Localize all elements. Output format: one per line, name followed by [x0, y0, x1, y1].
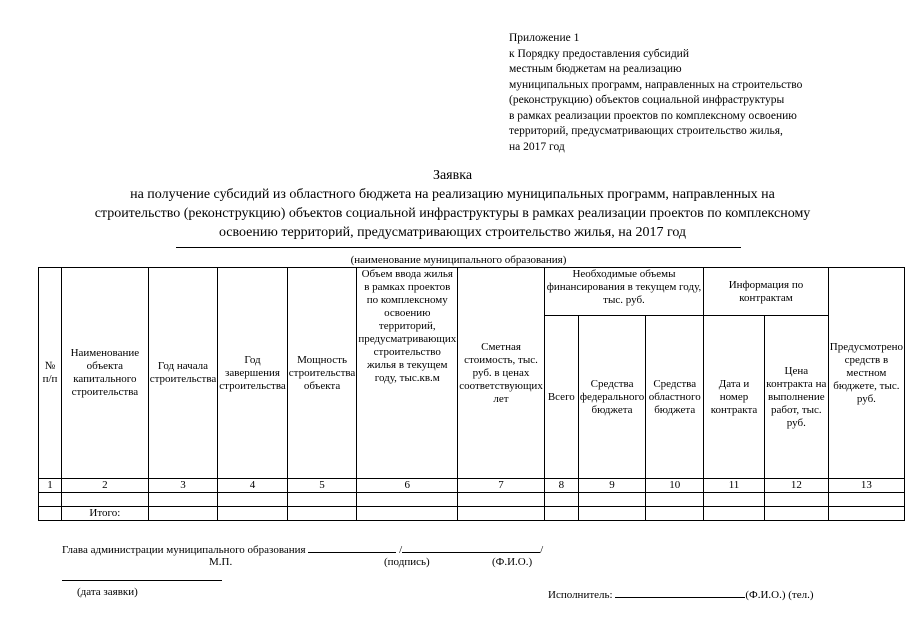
table-cell[interactable]	[61, 493, 148, 507]
column-number: 7	[458, 479, 545, 493]
table-cell[interactable]	[287, 493, 357, 507]
table-cell[interactable]	[218, 507, 288, 521]
header-cell: Год завершения строительства	[218, 268, 288, 479]
table-cell[interactable]	[704, 507, 765, 521]
column-number: 2	[61, 479, 148, 493]
table-cell[interactable]	[544, 507, 578, 521]
appendix-line: (реконструкцию) объектов социальной инфраструктуры	[509, 94, 785, 106]
appendix-line: на 2017 год	[509, 140, 565, 153]
header-cell: Сметная стоимость, тыс. руб. в ценах соответствующих лет	[458, 268, 545, 479]
table-cell[interactable]	[39, 507, 62, 521]
header-cell: Год начала строительства	[148, 268, 218, 479]
finance-group-header: Необходимые объемы финансирования в текущем году, тыс. руб.	[544, 268, 703, 316]
table-cell[interactable]	[148, 493, 218, 507]
header-cell: Дата и номер контракта	[704, 316, 765, 479]
table-cell[interactable]	[544, 493, 578, 507]
title-line: строительство (реконструкцию) объектов социальной инфраструктуры в рамках реализации проектов по комплексному	[94, 206, 811, 221]
head-label: Глава администрации муниципального образования	[62, 544, 306, 556]
table-cell[interactable]	[218, 493, 288, 507]
table-cell[interactable]	[458, 493, 545, 507]
table-cell[interactable]	[148, 507, 218, 521]
column-number-row	[39, 479, 905, 493]
appendix-block	[509, 31, 802, 155]
table-cell[interactable]	[704, 493, 765, 507]
title-line: на получение субсидий из областного бюджета на реализацию муниципальных программ, направленных на	[130, 187, 775, 202]
table-cell[interactable]	[828, 493, 904, 507]
table-cell[interactable]	[646, 493, 704, 507]
table-cell[interactable]	[578, 507, 645, 521]
table-cell[interactable]	[764, 507, 828, 521]
appendix-line: муниципальных программ, направленных на строительство	[509, 78, 803, 91]
slash-separator: /	[540, 544, 544, 556]
column-number: 9	[578, 479, 645, 493]
header-cell: Всего	[544, 316, 578, 479]
request-table	[38, 267, 905, 521]
header-cell: Объем ввода жилья в рамках проектов по комплексному освоению территорий, предусматривающих строительство жилья в текущем году, тыс.кв.м	[357, 268, 458, 479]
table-cell[interactable]	[578, 493, 645, 507]
contracts-group-header: Информация по контрактам	[704, 268, 829, 316]
executor-label: Исполнитель:	[548, 589, 613, 601]
column-number: 12	[764, 479, 828, 493]
column-number: 3	[148, 479, 218, 493]
appendix-line: территорий, предусматривающих строительство жилья,	[509, 125, 783, 137]
column-number: 5	[287, 479, 357, 493]
title-line: освоению территорий, предусматривающих строительство жилья, на 2017 год	[218, 225, 687, 240]
table-cell[interactable]	[357, 493, 458, 507]
municipality-caption: (наименование муниципального образования)	[350, 254, 567, 266]
header-cell: № п/п	[39, 268, 62, 479]
total-row	[39, 507, 905, 521]
table-cell[interactable]	[39, 493, 62, 507]
table-cell[interactable]	[646, 507, 704, 521]
table-cell[interactable]	[357, 507, 458, 521]
mp-label: М.П.	[209, 556, 233, 568]
column-number: 4	[218, 479, 288, 493]
slash-separator: /	[399, 544, 403, 556]
appendix-line: к Порядку предоставления субсидий	[509, 47, 689, 60]
header-cell: Предусмотрено средств в местном бюджете, тыс. руб.	[828, 268, 904, 479]
municipality-line[interactable]	[176, 247, 741, 248]
header-cell: Цена контракта на выполнение работ, тыс. руб.	[764, 316, 828, 479]
appendix-line: Приложение 1	[509, 32, 580, 44]
appendix-line: в рамках реализации проектов по комплексному освоению	[509, 109, 797, 122]
date-caption: (дата заявки)	[77, 586, 138, 598]
executor-line	[548, 586, 814, 601]
column-number: 8	[544, 479, 578, 493]
column-number: 10	[646, 479, 704, 493]
document-title: Заявка	[432, 168, 473, 183]
header-cell: Средства федерального бюджета	[578, 316, 645, 479]
column-number: 6	[357, 479, 458, 493]
executor-field[interactable]	[615, 586, 745, 598]
fio-field[interactable]	[402, 541, 540, 553]
executor-suffix: (Ф.И.О.) (тел.)	[745, 589, 814, 601]
table-cell[interactable]	[287, 507, 357, 521]
table-cell[interactable]	[828, 507, 904, 521]
column-number: 11	[704, 479, 765, 493]
header-cell: Средства областного бюджета	[646, 316, 704, 479]
table-cell[interactable]	[764, 493, 828, 507]
signature-caption: (подпись)	[384, 556, 430, 568]
header-cell: Мощность строительства объекта	[287, 268, 357, 479]
column-number: 13	[828, 479, 904, 493]
date-field[interactable]	[62, 580, 222, 581]
total-label: Итого:	[61, 507, 148, 521]
table-row	[39, 493, 905, 507]
head-signature-line	[62, 541, 543, 556]
header-cell: Наименование объекта капитального строительства	[61, 268, 148, 479]
fio-caption: (Ф.И.О.)	[492, 556, 533, 568]
appendix-line: местным бюджетам на реализацию	[509, 63, 682, 75]
table-cell[interactable]	[458, 507, 545, 521]
column-number: 1	[39, 479, 62, 493]
signature-field[interactable]	[308, 541, 396, 553]
